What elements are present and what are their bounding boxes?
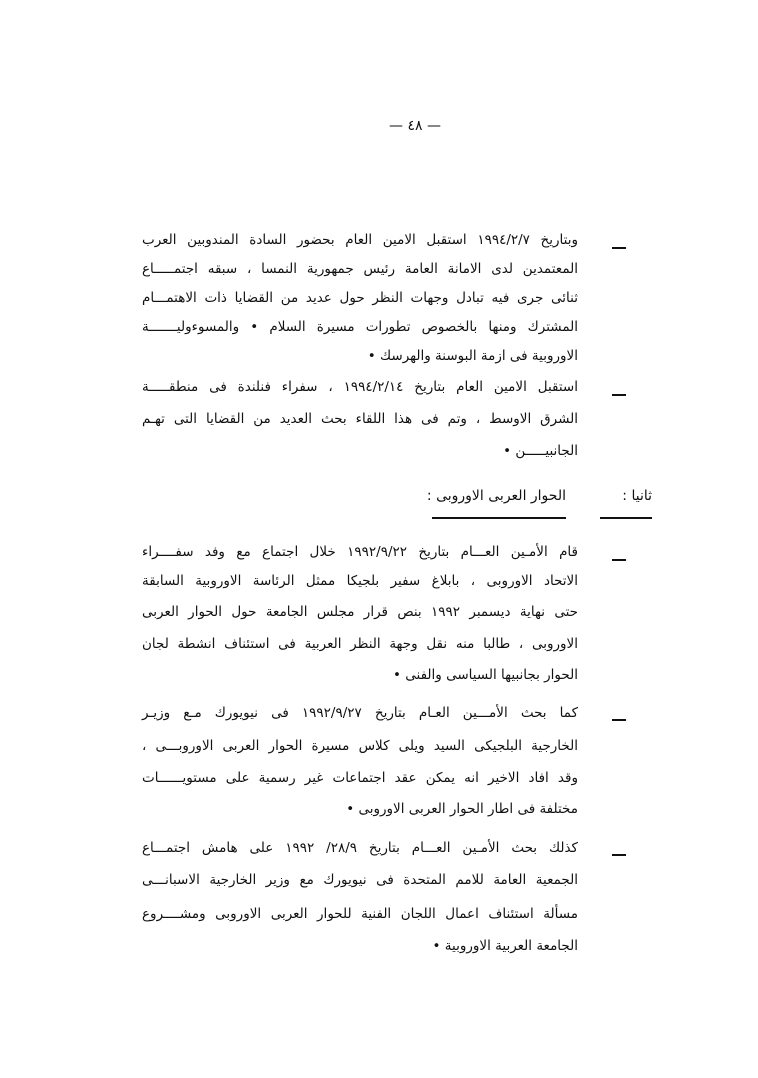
bullet-dash [612,394,626,396]
section-title: الحوار العربى الاوروبى : [426,488,566,504]
text-line: وبتاريخ ١٩٩٤/٢/٧ استقبل الامين العام بحضور السادة المندوبين العرب [142,232,579,248]
text-line: الشرق الاوسط ، وتم فى هذا اللقاء بحث العديد من القضايا التى تهـم [142,411,578,427]
text-line: الخارجية البلجيكى السيد ويلى كلاس مسيرة الحوار العربى الاوروبـــى ، [142,738,578,754]
text-line: الاوروبية فى ازمة البوسنة والهرسك • [367,348,578,364]
text-line: المعتمدين لدى الامانة العامة رئيس جمهورية النمسا ، سبقه اجتمـــــاع [142,261,578,277]
bullet-dash [612,559,626,561]
text-line: الجامعة العربية الاوروبية • [432,938,578,954]
text-line: كذلك بحث الأمـين العـــام بتاريخ ٢٨/٩/ ١٩٩٢ على هامش اجتمـــاع [142,840,578,856]
text-line: قام الأمـين العـــام بتاريخ ١٩٩٢/٩/٢٢ خلال اجتماع مع وفد سفــــراء [142,544,578,560]
text-line: استقبل الامين العام بتاريخ ١٩٩٤/٢/١٤ ، سفراء فنلندة فى منطقـــــة [142,379,578,395]
text-line: الاتحاد الاوروبى ، بابلاغ سفير بلجيكا ممثل الرئاسة الاوروبية السابقة [142,573,578,589]
text-line: الحوار بجانبيها السياسى والفنى • [393,667,578,683]
text-line: ثنائى جرى فيه تبادل وجهات النظر حول عديد من القضايا ذات الاهتمـــام [142,290,578,306]
text-line: كما بحث الأمـــين العـام بتاريخ ١٩٩٢/٩/٢٧ فى نيويورك مـع وزيـر [142,705,578,721]
text-line: مسألة استئناف اعمال اللجان الفنية للحوار العربى الاوروبى ومشــــروع [142,906,578,922]
section-number: ثانيا : [622,488,652,504]
section-number-underline [600,517,652,519]
text-line: حتى نهاية ديسمبر ١٩٩٢ بنص قرار مجلس الجامعة حول الحوار العربى [142,604,578,620]
text-line: الجانبيـــــن • [503,443,578,459]
text-line: المشترك ومنها بالخصوص تطورات مسيرة السلام • والمسوءوليـــــــة [142,319,578,335]
text-line: وقد افاد الاخير انه يمكن عقد اجتماعات غير رسمية على مستويــــــات [142,770,578,786]
text-line: الجمعية العامة للامم المتحدة فى نيويورك مع وزير الخارجية الاسبانـــى [142,872,578,888]
section-title-underline [432,517,566,519]
bullet-dash [612,719,626,721]
text-line: الاوروبى ، طالبا منه نقل وجهة النظر العربية فى استئناف انشطة لجان [142,636,578,652]
bullet-dash [612,247,626,249]
page-number: — ٤٨ — [389,118,441,134]
text-line: مختلفة فى اطار الحوار العربى الاوروبى • [346,801,578,817]
bullet-dash [612,854,626,856]
